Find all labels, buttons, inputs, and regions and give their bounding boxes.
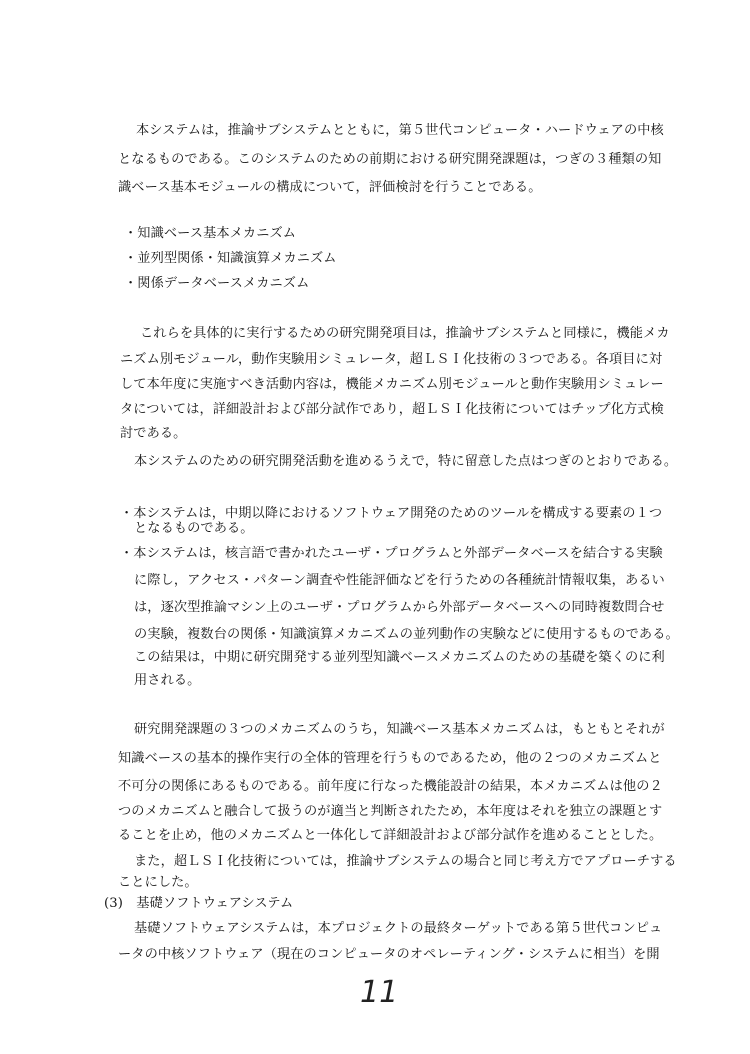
text-line: 識ベース基本モジュールの構成について，評価検討を行うことである。 <box>118 180 542 195</box>
section-heading: (3) 基礎ソフトウェアシステム <box>104 896 294 911</box>
text-line: 本システムは，推論サブシステムとともに，第５世代コンピュータ・ハードウェアの中核 <box>136 123 664 138</box>
text-line: 基礎ソフトウェアシステムは，本プロジェクトの最終ターゲットである第５世代コンピュ <box>134 921 663 936</box>
text-line: 知識ベースの基本的操作実行の全体的管理を行うものであるため，他の２つのメカニズムと <box>118 751 662 766</box>
text-line: ータの中核ソフトウェア（現在のコンピュータのオペレーティング・システムに相当）を開 <box>118 947 660 962</box>
text-line: となるものである。このシステムのための前期における研究開発課題は，つぎの３種類の知 <box>118 152 662 167</box>
bullet-continuation: となるものである。 <box>134 521 254 536</box>
bullet-item: ・関係データベースメカニズム <box>124 276 310 291</box>
text-line: つのメカニズムと融合して扱うのが適当と判断されたため，本年度はそれを独立の課題とす <box>118 804 663 819</box>
text-line: ることを止め，他のメカニズムと一体化して詳細設計および部分試作を進めることとした。 <box>118 828 663 843</box>
text-line: これらを具体的に実行するための研究開発項目は，推論サブシステムと同様に，機能メカ <box>140 326 670 341</box>
text-line: 討である。 <box>120 426 187 441</box>
bullet-item: ・本システムは，核言語で書かれたユーザ・プログラムと外部データベースを結合する実験 <box>120 546 663 561</box>
text-line: 本システムのための研究開発活動を進めるうえで，特に留意した点はつぎのとおりである。 <box>134 454 678 469</box>
bullet-continuation: の実験，複数台の関係・知識演算メカニズムの並列動作の実験などに使用するものである。 <box>134 627 679 642</box>
bullet-continuation: この結果は，中期に研究開発する並列型知識ベースメカニズムのための基礎を築くのに利 <box>134 650 665 665</box>
bullet-item: ・本システムは，中期以降におけるソフトウェア開発のためのツールを構成する要素の１つ <box>120 506 663 521</box>
text-line: ことにした。 <box>118 875 198 890</box>
bullet-continuation: 用される。 <box>134 673 201 688</box>
text-line: して本年度に実施すべき活動内容は，機能メカニズム別モジュールと動作実験用シミュレー <box>120 377 664 392</box>
bullet-item: ・並列型関係・知識演算メカニズム <box>124 251 337 266</box>
text-line: ニズム別モジュール，動作実験用シミュレータ，超ＬＳＩ化技術の３つである。各項目に対 <box>120 352 663 367</box>
text-line: また，超ＬＳＩ化技術については，推論サブシステムの場合と同じ考え方でアプローチする <box>134 854 677 869</box>
bullet-item: ・知識ベース基本メカニズム <box>124 226 297 241</box>
text-line: 研究開発課題の３つのメカニズムのうち，知識ベース基本メカニズムは，もともとそれが <box>134 722 665 737</box>
bullet-continuation: は，逐次型推論マシン上のユーザ・プログラムから外部データベースへの同時複数問合せ <box>134 600 665 615</box>
page-number: 11 <box>360 975 399 1010</box>
text-line: タについては，詳細設計および部分試作であり，超ＬＳＩ化技術についてはチップ化方式検 <box>120 402 664 417</box>
text-line: 不可分の関係にあるものである。前年度に行なった機能設計の結果，本メカニズムは他の２ <box>118 779 663 794</box>
bullet-continuation: に際し，アクセス・パターン調査や性能評価などを行うための各種統計情報収集，あるい <box>134 573 665 588</box>
